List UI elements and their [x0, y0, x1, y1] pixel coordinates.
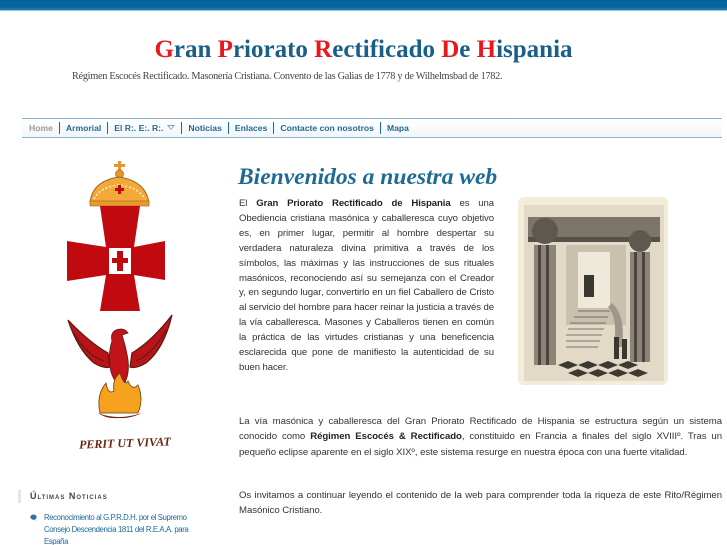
site-tagline: Régimen Escocés Rectificado. Masonería Cristiana. Convento de las Galias de 1778 y de Wilhelmsbad de 1782. — [72, 71, 503, 82]
nav-item-enlaces[interactable]: Enlaces — [228, 122, 274, 134]
invitation-paragraph: Os invitamos a continuar leyendo el contenido de la web para comprender toda la riqueza de este Rito/Régimen Masónico Cristiano. — [239, 490, 722, 517]
title-word-4: De — [441, 36, 471, 63]
nav-item-el-rer[interactable] — [107, 122, 181, 134]
nav-item-home[interactable]: Home — [29, 123, 53, 133]
latest-news-heading: Últimas Noticias — [18, 490, 108, 503]
comment-bubble-icon — [30, 514, 37, 521]
intro-paragraph: El Gran Priorato Rectificado de Hispania es una Obediencia cristiana masónica y caballeresca cuyo objetivo es, en primer lugar, permitir al hombre despertar su verdadera naturaleza divina primitiva a través de los símbolos, las máximas y las instrucciones de sus rituales masónicos, reconociendo así su semejanza con el Creador y, en segundo lugar, convertirlo en un fiel Caballero de Cristo al servicio del hombre para hacer reinar la justicia a través de la vía caballeresca. Masones y Caballeros tienen en común la práctica de las virtudes cristianas y una beneficencia esclarecida que pone de manifiesto la autenticidad de su buen hacer. — [239, 198, 495, 373]
structure-paragraph: La vía masónica y caballeresca del Gran Priorato Rectificado de Hispania se estructura según un sistema conocido como Régimen Escocés & Rectificado, constituido en Francia a finales del siglo XVIIIº. Tras un pequeño eclipse aparente en el siglo XIXº, este sistema resurge en nuestra época con una fuerte vitalidad. — [239, 416, 723, 458]
title-word-3: Rectificado — [314, 36, 435, 63]
nav-item-armorial[interactable]: Armorial — [59, 122, 107, 134]
rite-name-bold: Régimen Escocés & Rectificado — [310, 431, 462, 443]
emblem-motto: PERIT UT VIVAT — [78, 434, 172, 452]
phoenix-icon — [68, 315, 172, 418]
main-nav — [22, 118, 722, 138]
site-title[interactable] — [0, 36, 727, 64]
nav-item-el-rer-label: El R:. E:. R:. — [114, 123, 164, 133]
news-link[interactable]: Reconocimiento al G.P.R.D.H. por el Supremo Consejo Descendencia 1811 del R.E.A.A. para España — [44, 513, 189, 545]
nav-item-noticias[interactable]: Noticias — [181, 122, 227, 134]
masonic-temple-engraving — [518, 197, 668, 385]
title-word-1: Gran — [154, 36, 212, 63]
order-emblem-image — [60, 155, 190, 455]
crown-icon — [90, 161, 149, 206]
dropdown-triangle-icon — [167, 125, 175, 130]
order-name-bold: Gran Priorato Rectificado de Hispania — [256, 198, 451, 209]
nav-item-mapa[interactable]: Mapa — [380, 122, 415, 134]
nav-item-contacte[interactable]: Contacte con nosotros — [273, 122, 380, 134]
top-bar — [0, 0, 727, 11]
title-word-5: Hispania — [476, 36, 573, 63]
maltese-cross-icon — [67, 206, 165, 311]
title-word-2: Priorato — [217, 36, 308, 63]
welcome-heading: Bienvenidos a nuestra web — [238, 164, 498, 190]
